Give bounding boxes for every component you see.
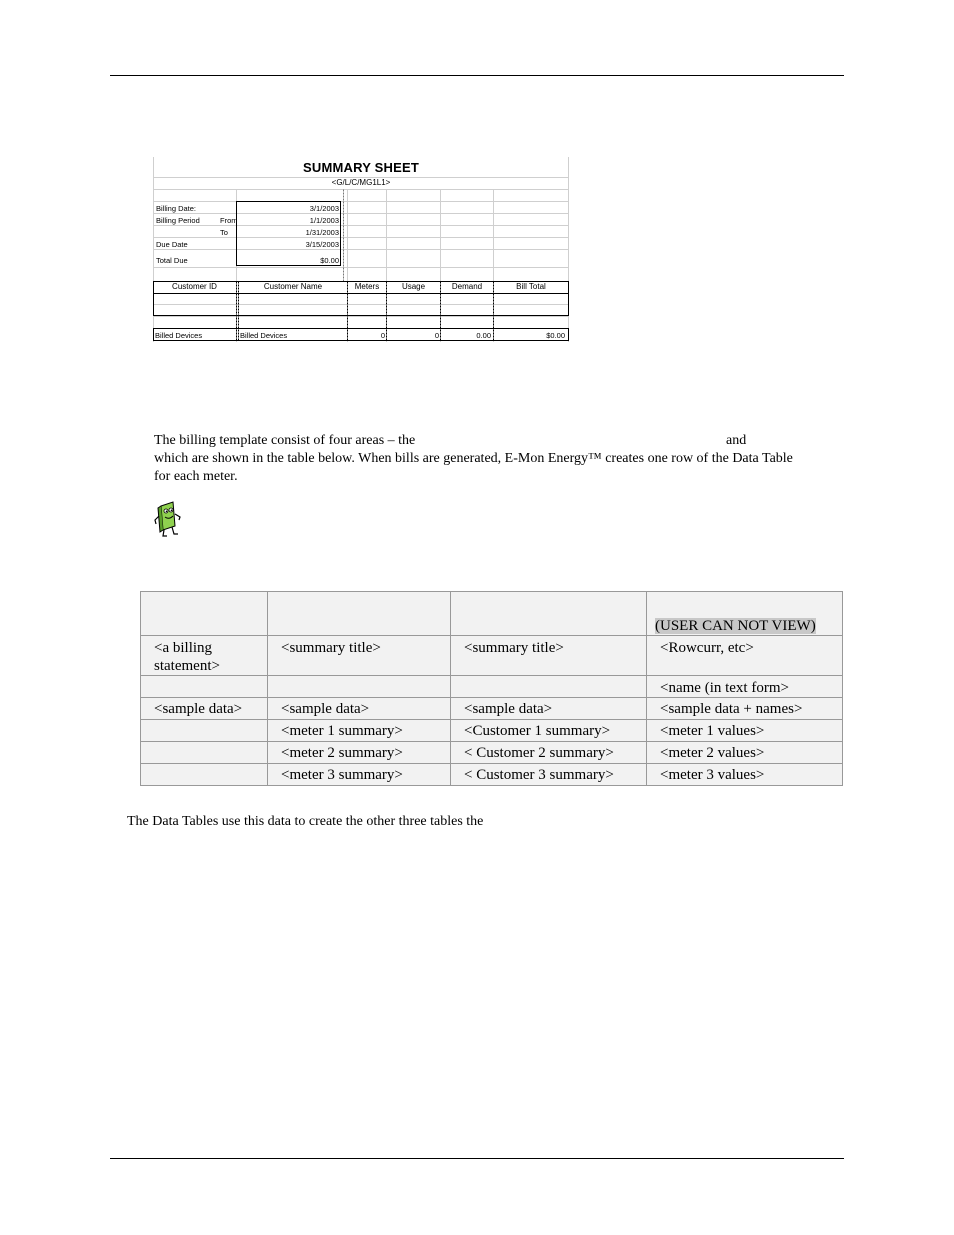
table-cell: [141, 720, 268, 742]
table-row: [141, 720, 843, 742]
table-cell: <meter 1 summary>: [268, 720, 451, 742]
table-cell: <summary title>: [268, 636, 451, 676]
field-label: Total Due: [156, 256, 188, 265]
field-value: 3/1/2003: [309, 204, 339, 213]
table-row: [141, 636, 843, 676]
table-cell: <name (in text form>: [647, 676, 843, 698]
field-value: $0.00: [320, 256, 339, 265]
table-cell: < Customer 2 summary>: [451, 742, 647, 764]
table-cell: < Customer 3 summary>: [451, 764, 647, 786]
footer-rule: [110, 1158, 844, 1159]
totals-cell: $0.00: [546, 331, 565, 340]
table-row: [141, 676, 843, 698]
paragraph-line-1: The billing template consist of four areas – the: [154, 433, 416, 448]
table-header-cell: [647, 592, 843, 636]
summary-sheet-subtitle: <G/L/C/MG1L1>: [331, 178, 391, 187]
table-cell: <sample data + names>: [647, 698, 843, 720]
table-header-cell: [268, 592, 451, 636]
field-label: Billing Date:: [156, 204, 197, 213]
table-cell: <sample data>: [141, 698, 268, 720]
table-header-cell: [141, 592, 268, 636]
table-cell: [141, 742, 268, 764]
table-cell: <meter 2 summary>: [268, 742, 451, 764]
field-value: 3/15/2003: [305, 240, 339, 249]
table-cell: <a billing statement>: [141, 636, 268, 676]
table-row: [141, 764, 843, 786]
field-sublabel: From: [220, 216, 238, 225]
summary-sheet-image: [153, 157, 569, 342]
column-header: Bill Total: [516, 282, 546, 291]
totals-cell: 0: [434, 331, 439, 340]
table-cell: <Customer 1 summary>: [451, 720, 647, 742]
column-header: Demand: [451, 282, 483, 291]
column-header: Usage: [401, 282, 426, 291]
field-label: Due Date: [156, 240, 188, 249]
paragraph-line-3: for each meter.: [154, 469, 238, 484]
table-cell: [141, 764, 268, 786]
totals-cell: 0.00: [476, 331, 491, 340]
table-cell: <meter 3 summary>: [268, 764, 451, 786]
table-cell: <sample data>: [268, 698, 451, 720]
field-label: Billing Period: [156, 216, 200, 225]
totals-cell: 0: [380, 331, 385, 340]
table-header-row: [141, 592, 843, 636]
paragraph-line-2: which are shown in the table below. When bills are generated, E-Mon Energy™ creates one row of the Data Table: [154, 451, 793, 466]
table-row: [141, 698, 843, 720]
column-header: Customer Name: [263, 282, 323, 291]
summary-sheet-title: SUMMARY SHEET: [302, 160, 419, 175]
table-cell: [141, 676, 268, 698]
table-header-cell: [451, 592, 647, 636]
table-row: [141, 742, 843, 764]
column-header: Meters: [354, 282, 380, 291]
field-value: 1/1/2003: [309, 216, 339, 225]
table-cell: <summary title>: [451, 636, 647, 676]
table-cell: <meter 3 values>: [647, 764, 843, 786]
note-book-icon: [153, 500, 185, 538]
bottom-paragraph: The Data Tables use this data to create the other three tables the: [127, 814, 484, 829]
field-value: 1/31/2003: [305, 228, 339, 237]
user-can-not-view-label: (USER CAN NOT VIEW): [655, 618, 816, 634]
column-header: Customer ID: [172, 282, 217, 291]
table-cell: <meter 1 values>: [647, 720, 843, 742]
paragraph-line-1-end: and: [726, 433, 747, 448]
table-cell: [268, 676, 451, 698]
field-sublabel: To: [220, 228, 228, 237]
table-cell: <sample data>: [451, 698, 647, 720]
header-rule: [110, 75, 844, 76]
table-cell: [451, 676, 647, 698]
table-cell: <Rowcurr, etc>: [647, 636, 843, 676]
table-cell: <meter 2 values>: [647, 742, 843, 764]
template-areas-table: [140, 591, 843, 786]
totals-cell: Billed Devices: [240, 331, 288, 340]
totals-cell: Billed Devices: [155, 331, 203, 340]
